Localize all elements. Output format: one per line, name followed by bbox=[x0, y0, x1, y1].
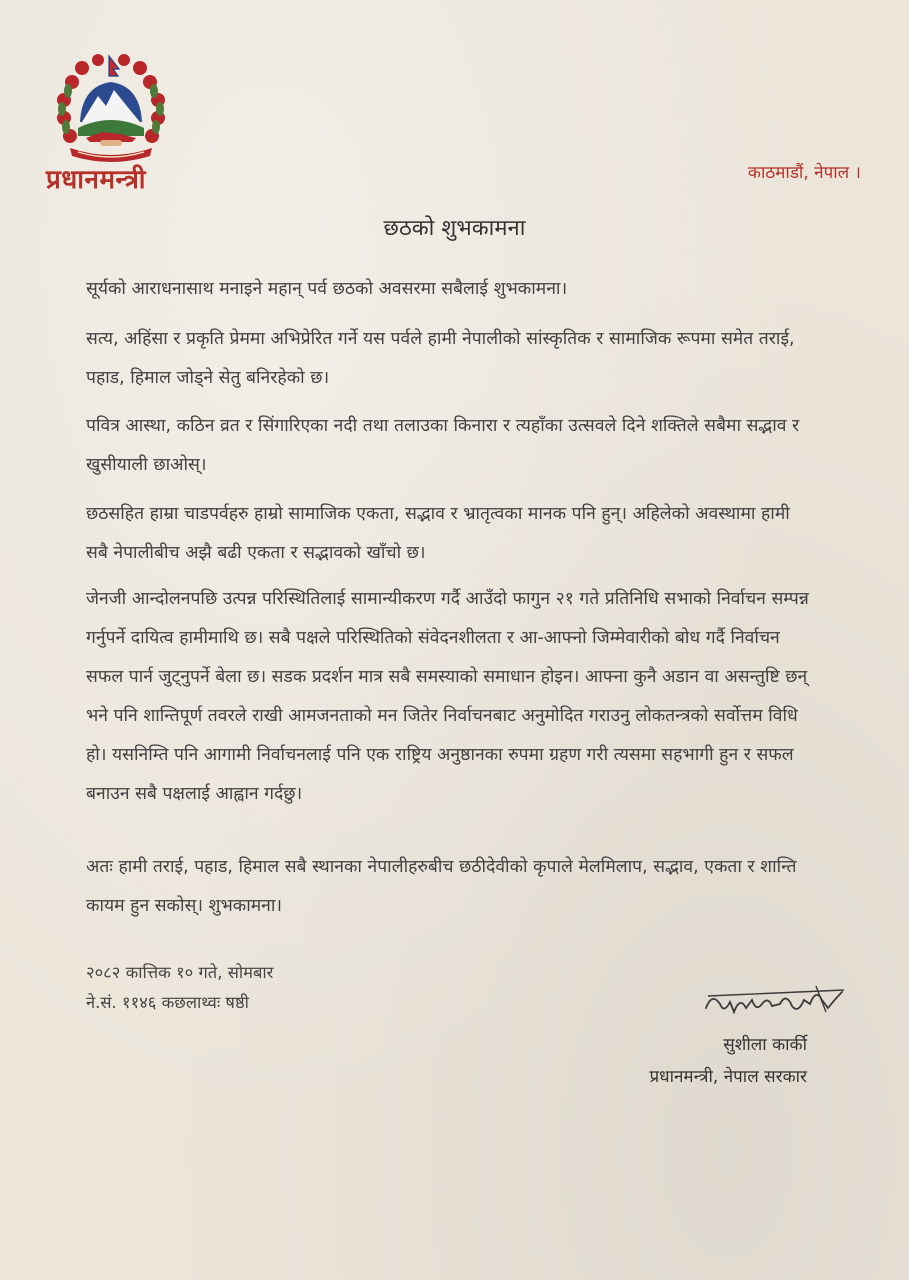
paragraph: छठसहित हाम्रा चाडपर्वहरु हाम्रो सामाजिक एकता, सद्भाव र भ्रातृत्वका मानक पनि हुन्। अहिलेको अवस्थामा हामी सबै नेपालीबीच अझै बढी एकता र सद्भावको खाँचो छ। bbox=[86, 504, 790, 563]
paragraph: सूर्यको आराधनासाथ मनाइने महान् पर्व छठको अवसरमा सबैलाई शुभकामना। bbox=[86, 279, 568, 299]
signer-title: प्रधानमन्त्री, नेपाल सरकार bbox=[649, 1067, 807, 1087]
paragraph: जेनजी आन्दोलनपछि उत्पन्न परिस्थितिलाई सामान्यीकरण गर्दै आउँदो फागुन २१ गते प्रतिनिधि सभाको निर्वाचन सम्पन्न गर्नुपर्ने दायित्व हामीमाथि छ। सबै पक्षले परिस्थितिको संवेदनशीलता र आ-आफ्नो जिम्मेवारीको बोध गर्दै निर्वाचन सफल पार्न जुट्नुपर्ने बेला छ। सडक प्रदर्शन मात्र सबै समस्याको समाधान होइन। आफ्ना कुनै अडान वा असन्तुष्टि छन् भने पनि शान्तिपूर्ण तवरले राखी आमजनताको मन जितेर निर्वाचनबाट अनुमोदित गराउनु लोकतन्त्रको सर्वोत्तम विधि हो। यसनिम्ति पनि आगामी निर्वाचनलाई पनि एक राष्ट्रिय अनुष्ठानका रुपमा ग्रहण गरी त्यसमा सहभागी हुन र सफल बनाउन सबै पक्षलाई आह्वान गर्दछु। bbox=[86, 589, 809, 804]
handwritten-signature bbox=[700, 978, 850, 1028]
office-name: प्रधानमन्त्री bbox=[46, 165, 147, 195]
signer-name: सुशीला कार्की bbox=[723, 1035, 807, 1055]
date-line-nepal-sambat: ने.सं. ११४६ कछलाथ्वः षष्ठी bbox=[86, 993, 249, 1012]
paragraph: अतः हामी तराई, पहाड, हिमाल सबै स्थानका नेपालीहरुबीच छठीदेवीको कृपाले मेलमिलाप, सद्भाव, एकता र शान्ति कायम हुन सकोस्। शुभकामना। bbox=[86, 857, 797, 916]
paragraph: सत्य, अहिंसा र प्रकृति प्रेममा अभिप्रेरित गर्ने यस पर्वले हामी नेपालीको सांस्कृतिक र सामाजिक रूपमा समेत तराई, पहाड, हिमाल जोड्ने सेतु बनिरहेको छ। bbox=[86, 329, 795, 388]
letter-title: छठको शुभकामना bbox=[383, 216, 526, 241]
place-label: काठमाडौं, नेपाल । bbox=[747, 163, 861, 183]
nepal-coat-of-arms-icon bbox=[52, 52, 170, 164]
date-line: २०८२ कात्तिक १० गते, सोमबार bbox=[86, 963, 274, 982]
paragraph: पवित्र आस्था, कठिन व्रत र सिंगारिएका नदी तथा तलाउका किनारा र त्यहाँका उत्सवले दिने शक्तिले सबैमा सद्भाव र खुसीयाली छाओस्। bbox=[86, 416, 800, 475]
